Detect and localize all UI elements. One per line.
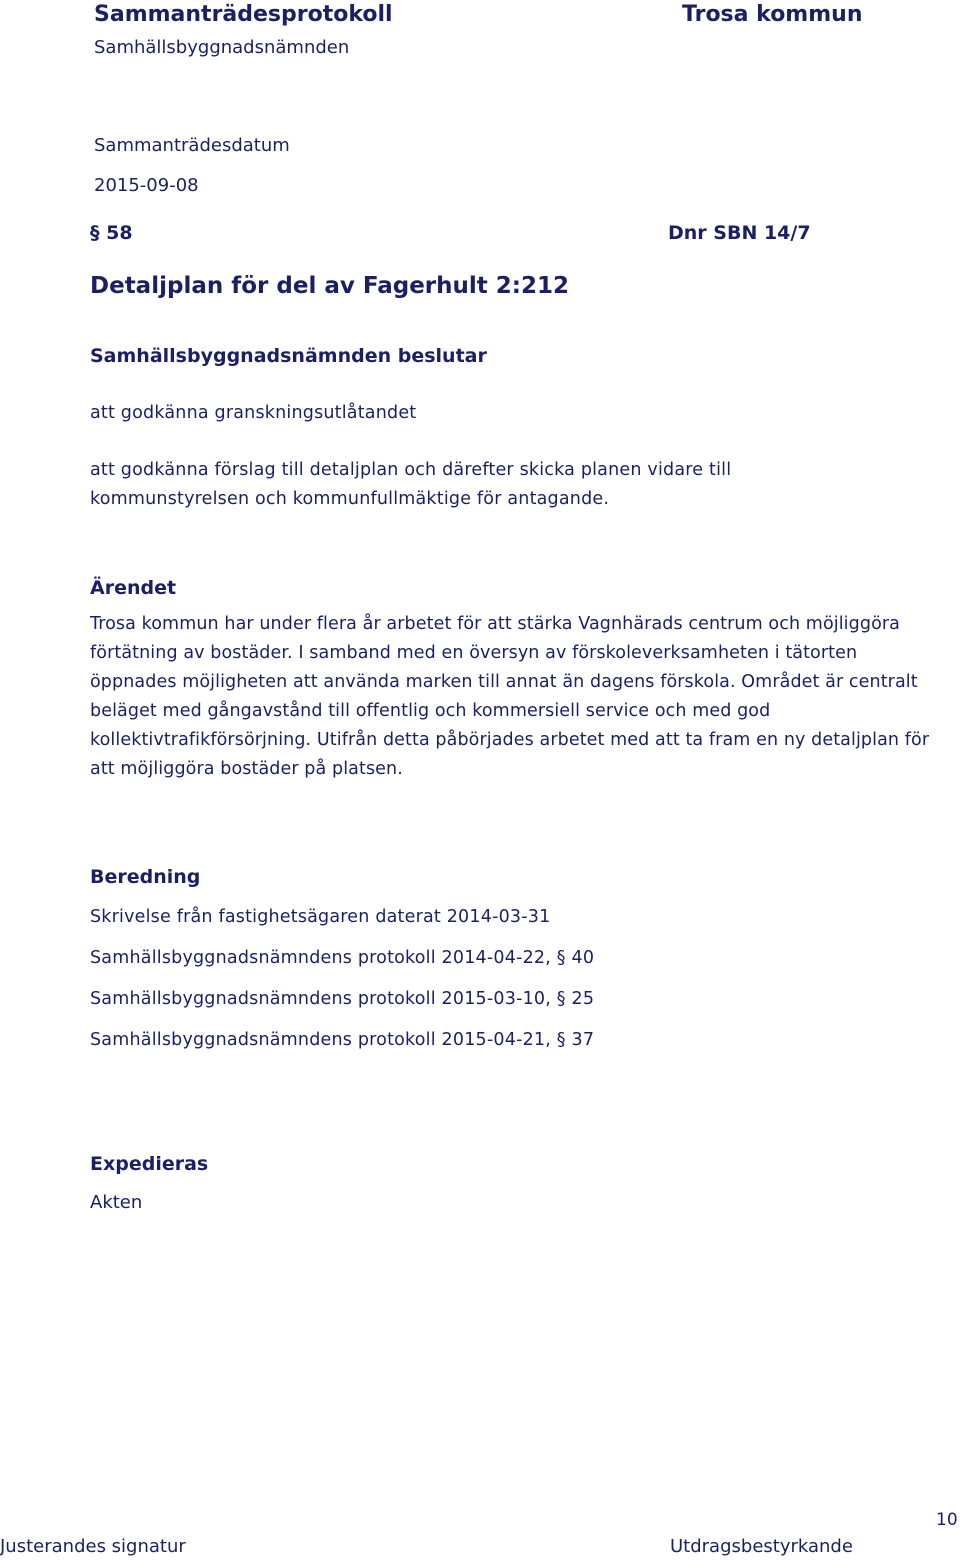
- beredning-item: Skrivelse från fastighetsägaren daterat 2014-03-31: [90, 907, 551, 927]
- arendet-text: Trosa kommun har under flera år arbetet för att stärka Vagnhärads centrum och möjliggöra förtätning av bostäder. I samband med en översyn av förskoleverksamheten i tätorten öppnades möjligheten att använda marken till annat än dagens förskola. Området är centralt beläget med gångavstånd till offentlig och kommersiell service och med god kollektivtrafikförsörjning. Utifrån detta påbörjades arbetet med att ta fram en ny detaljplan för att möjliggöra bostäder på platsen.: [90, 614, 930, 779]
- beredning-item: Samhällsbyggnadsnämndens protokoll 2015-03-10, § 25: [90, 989, 595, 1009]
- municipality-name: Trosa kommun: [682, 2, 863, 27]
- certification-label: Utdragsbestyrkande: [670, 1536, 853, 1557]
- decision-item-2-line-1: att godkänna förslag till detaljplan och därefter skicka planen vidare till: [90, 460, 732, 480]
- meeting-date-label: Sammanträdesdatum: [94, 135, 290, 156]
- expedieras-heading: Expedieras: [90, 1153, 209, 1175]
- beredning-item: Samhällsbyggnadsnämndens protokoll 2014-04-22, § 40: [90, 948, 595, 968]
- case-title: Detaljplan för del av Fagerhult 2:212: [90, 273, 569, 299]
- committee-name: Samhällsbyggnadsnämnden: [94, 37, 350, 58]
- document-type: Sammanträdesprotokoll: [94, 2, 393, 27]
- arendet-heading: Ärendet: [90, 577, 177, 599]
- case-number: Dnr SBN 14/7: [668, 222, 811, 244]
- paragraph-number: § 58: [90, 222, 133, 244]
- decision-item-1: att godkänna granskningsutlåtandet: [90, 403, 417, 423]
- decision-heading: Samhällsbyggnadsnämnden beslutar: [90, 345, 487, 367]
- signature-label: Justerandes signatur: [0, 1536, 186, 1557]
- beredning-item: Samhällsbyggnadsnämndens protokoll 2015-04-21, § 37: [90, 1030, 595, 1050]
- expedieras-value: Akten: [90, 1192, 143, 1213]
- beredning-heading: Beredning: [90, 866, 201, 888]
- arendet-paragraph: [90, 610, 930, 784]
- meeting-date-value: 2015-09-08: [94, 175, 199, 196]
- page-number: 10: [936, 1510, 958, 1530]
- decision-item-2-line-2: kommunstyrelsen och kommunfullmäktige för antagande.: [90, 489, 610, 509]
